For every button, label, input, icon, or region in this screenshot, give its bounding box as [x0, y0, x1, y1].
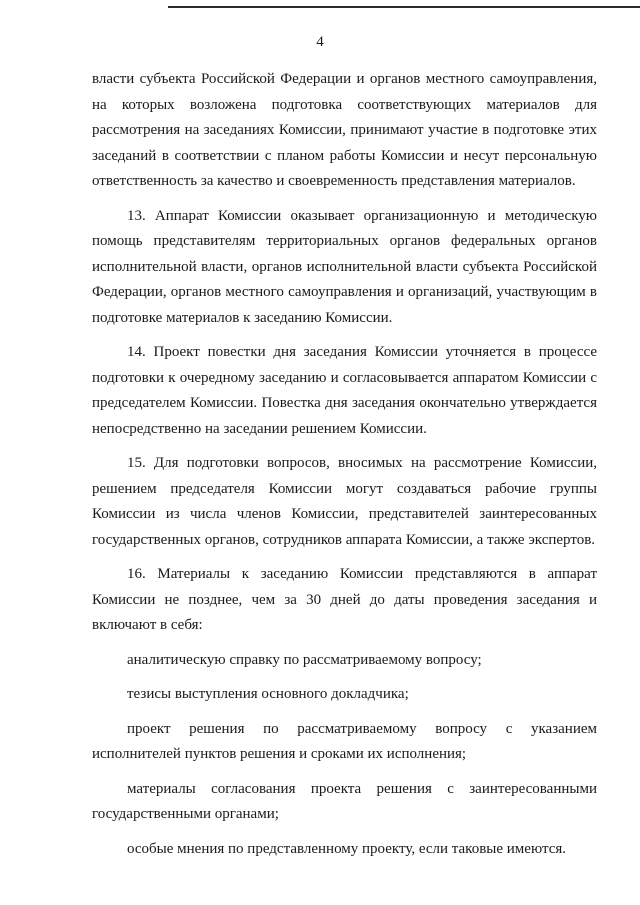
paragraph-16: 16. Материалы к заседанию Комиссии представляются в аппарат Комиссии не позднее, чем за 30 дней до даты проведения заседания и включают в себя:	[92, 566, 597, 633]
document-body	[92, 67, 597, 871]
paragraph-13: 13. Аппарат Комиссии оказывает организационную и методическую помощь представителям территориальных органов федеральных органов исполнительной власти, органов исполнительной власти субъекта Российской Федерации, органов местного самоуправления и организаций, участвующим в подготовке материалов к заседанию Комиссии.	[92, 207, 597, 326]
paragraph-continuation: власти субъекта Российской Федерации и органов местного самоуправления, на которых возложена подготовка соответствующих материалов для рассмотрения на заседаниях Комиссии, принимают участие в подготовке этих заседаний в соответствии с планом работы Комиссии и несут персональную ответственность за качество и своевременность представления материалов.	[92, 71, 597, 189]
page-number: 4	[316, 34, 324, 50]
list-item-analytic-report: аналитическую справку по рассматриваемому вопросу;	[127, 651, 482, 668]
paragraph-14: 14. Проект повестки дня заседания Комиссии уточняется в процессе подготовки к очередному заседанию и согласовывается аппаратом Комиссии с председателем Комиссии. Повестка дня заседания окончательно утверждается непосредственно на заседании решением Комиссии.	[92, 344, 597, 437]
list-item-draft-decision: проект решения по рассматриваемому вопросу с указанием исполнителей пунктов решения и сроками их исполнения;	[92, 720, 597, 762]
paragraph-15: 15. Для подготовки вопросов, вносимых на рассмотрение Комиссии, решением председателя Комиссии могут создаваться рабочие группы Комиссии из числа членов Комиссии, представителей заинтересованных государственных органов, сотрудников аппарата Комиссии, а также экспертов.	[92, 455, 597, 548]
list-item-approval-materials: материалы согласования проекта решения с заинтересованными государственными органами;	[92, 780, 597, 822]
list-item-special-opinions: особые мнения по представленному проекту, если таковые имеются.	[127, 840, 567, 857]
top-rule	[168, 6, 640, 8]
list-item-speaker-theses: тезисы выступления основного докладчика;	[127, 686, 409, 702]
